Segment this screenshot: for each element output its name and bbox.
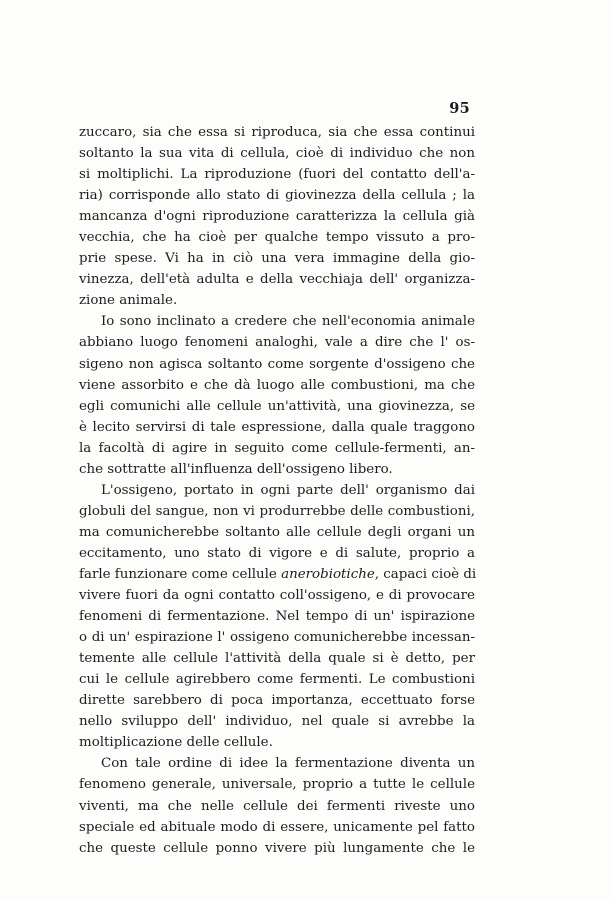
paragraph-first-line: Io sono inclinato a credere che nell'economia animale	[101, 314, 475, 330]
text-line: zione animale.	[79, 293, 178, 309]
text-line: cui le cellule agirebbero come fermenti. Le combustioni	[79, 672, 475, 688]
text-line: temente alle cellule l'attività della quale si è detto, per	[79, 651, 475, 667]
text-line: che queste cellule ponno vivere più lungamente che le	[79, 840, 475, 856]
text-line: ria) corrisponde allo stato di giovinezza della cellula ; la	[79, 188, 475, 204]
body-text	[79, 122, 475, 859]
text-line: o di un' espirazione l' ossigeno comunicherebbe incessan-	[79, 630, 475, 646]
text-line: moltiplicazione delle cellule.	[79, 735, 273, 751]
text-line: la facoltà di agire in seguito come cellule-fermenti, an-	[79, 440, 475, 456]
text-line: fenomeno generale, universale, proprio a tutte le cellule	[79, 777, 475, 793]
text-line: che sottratte all'influenza dell'ossigeno libero.	[79, 461, 393, 477]
text-line: nello sviluppo dell' individuo, nel quale si avrebbe la	[79, 714, 475, 730]
text-line: mancanza d'ogni riproduzione caratterizza la cellula già	[79, 209, 475, 225]
text-line: vecchia, che ha cioè per qualche tempo vissuto a pro-	[79, 230, 475, 246]
text-line: viventi, ma che nelle cellule dei fermenti riveste uno	[79, 798, 475, 814]
text-segment: farle funzionare come cellule	[79, 566, 282, 582]
text-line: si moltiplichi. La riproduzione (fuori del contatto dell'a-	[79, 167, 475, 183]
text-line: fenomeni di fermentazione. Nel tempo di un' ispirazione	[79, 609, 475, 625]
text-line: ma comunicherebbe soltanto alle cellule degli organi un	[79, 524, 475, 540]
text-line: viene assorbito e che dà luogo alle combustioni, ma che	[79, 377, 475, 393]
text-segment: , capaci cioè di	[374, 566, 477, 582]
page-number: 95	[449, 100, 470, 117]
text-line: è lecito servirsi di tale espressione, dalla quale traggono	[79, 419, 475, 435]
paragraph-first-line: L'ossigeno, portato in ogni parte dell' organismo dai	[101, 482, 475, 498]
text-line: sigeno non agisca soltanto come sorgente d'ossigeno che	[79, 356, 475, 372]
text-line: egli comunichi alle cellule un'attività, una giovinezza, se	[79, 398, 475, 414]
italic-term: anerobiotiche	[281, 566, 375, 582]
text-line: soltanto la sua vita di cellula, cioè di individuo che non	[79, 146, 475, 162]
text-line: abbiano luogo fenomeni analoghi, vale a dire che l' os-	[79, 335, 475, 351]
text-line: dirette sarebbero di poca importanza, eccettuato forse	[79, 693, 475, 709]
text-line: zuccaro, sia che essa si riproduca, sia che essa continui	[79, 125, 475, 140]
text-line: eccitamento, uno stato di vigore e di salute, proprio a	[79, 545, 475, 561]
text-line: vivere fuori da ogni contatto coll'ossigeno, e di provocare	[79, 588, 475, 604]
text-line: speciale ed abituale modo di essere, unicamente pel fatto	[79, 819, 475, 835]
text-line: vinezza, dell'età adulta e della vecchiaja dell' organizza-	[79, 272, 475, 288]
text-line-with-italic	[79, 564, 475, 585]
text-line: prie spese. Vi ha in ciò una vera immagine della gio-	[79, 251, 475, 267]
text-line: globuli del sangue, non vi produrrebbe delle combustioni,	[79, 503, 475, 519]
paragraph-first-line: Con tale ordine di idee la fermentazione diventa un	[101, 756, 475, 772]
